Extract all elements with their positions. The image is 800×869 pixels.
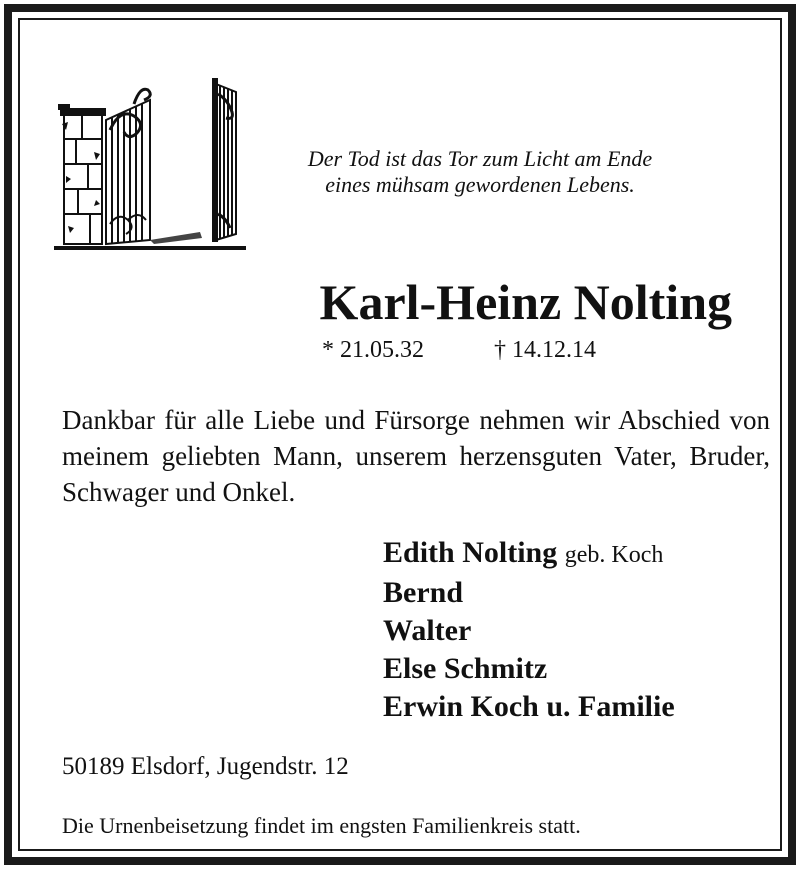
mourner-name: Walter (383, 614, 472, 647)
quote-line-1: Der Tod ist das Tor zum Licht am Ende (307, 146, 653, 171)
mourner (383, 650, 763, 688)
quote (260, 146, 700, 198)
closing-note: Die Urnenbeisetzung findet im engsten Familienkreis statt. (62, 813, 581, 838)
farewell-message: Dankbar für alle Liebe und Fürsorge nehmen wir Abschied von meinem geliebten Mann, unserem herzensguten Vater, Bruder, Schwager und Onkel. (62, 405, 770, 507)
deceased-name: Karl-Heinz Nolting (319, 274, 732, 330)
mourners-list (383, 534, 763, 726)
mourner-name: Erwin Koch u. Familie (383, 690, 675, 723)
left-gate-door (106, 89, 150, 244)
mourner (383, 574, 763, 612)
birth-date: * 21.05.32 (322, 337, 424, 363)
right-gate-door (216, 84, 236, 240)
address: 50189 Elsdorf, Jugendstr. 12 (62, 753, 349, 780)
mourner (383, 688, 763, 726)
mourner-name: Else Schmitz (383, 652, 548, 685)
mourner (383, 534, 763, 574)
mourner (383, 612, 763, 650)
quote-line-2: eines mühsam gewordenen Lebens. (325, 172, 635, 197)
mourner-name: Edith Nolting (383, 536, 558, 569)
life-dates (322, 335, 596, 365)
death-date: † 14.12.14 (494, 337, 596, 363)
mourner-note: geb. Koch (564, 542, 664, 568)
mourner-name: Bernd (383, 576, 464, 609)
open-gate-illustration (50, 64, 250, 254)
